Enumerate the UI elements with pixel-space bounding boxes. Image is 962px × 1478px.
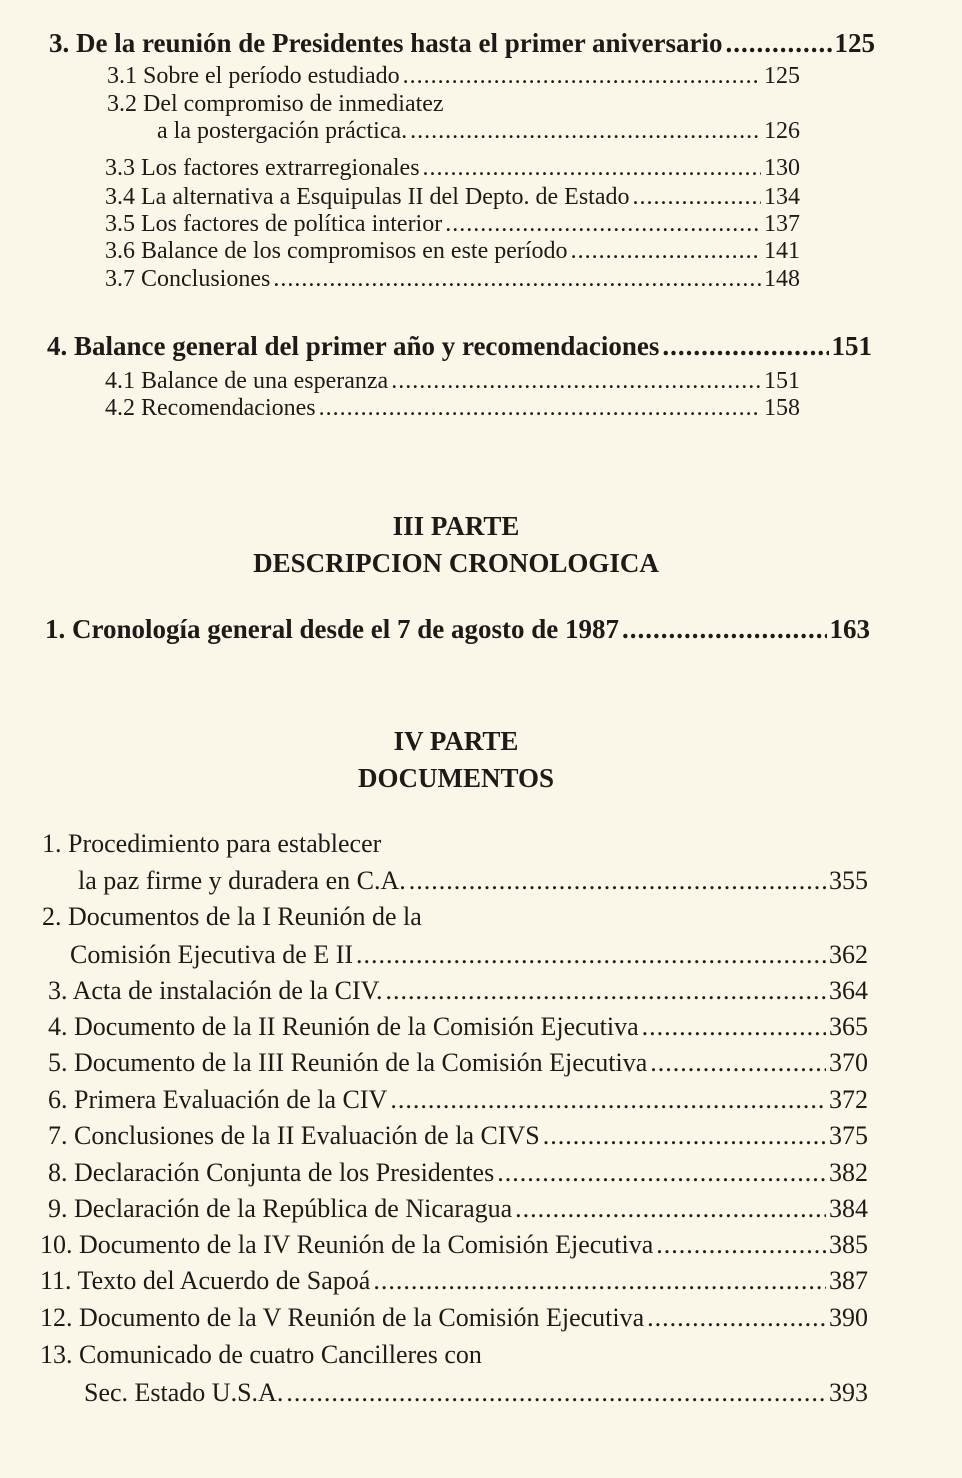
dot-leader <box>423 155 761 182</box>
toc-subentry: 3.3 Los factores extrarregionales ..... 130 <box>105 155 800 182</box>
toc-subentry: 3.1 Sobre el período estudiado ..... 125 <box>107 63 800 90</box>
dot-leader <box>445 211 761 238</box>
dot-leader <box>515 1194 826 1224</box>
dot-leader <box>662 331 828 362</box>
toc-document-entry: Sec. Estado U.S.A. ..... 393 <box>84 1378 868 1408</box>
toc-subentry: 3.4 La alternativa a Esquipulas II del Depto. de Estado ..... 134 <box>105 184 800 211</box>
dot-leader <box>286 1378 826 1408</box>
toc-document-entry: 11. Texto del Acuerdo de Sapoá ..... 387 <box>40 1266 868 1296</box>
dot-leader <box>403 63 761 90</box>
toc-document-entry: 5. Documento de la III Reunión de la Comisión Ejecutiva ..... 370 <box>48 1048 868 1078</box>
dot-leader <box>410 118 761 145</box>
toc-subentry: a la postergación práctica. ..... 126 <box>157 118 800 145</box>
toc-subentry: 3.5 Los factores de política interior ..... 137 <box>105 211 800 238</box>
toc-subentry: 4.2 Recomendaciones ..... 158 <box>105 395 800 422</box>
toc-page-number: 125 <box>834 28 875 58</box>
toc-document-entry: la paz firme y duradera en C.A. ..... 355 <box>78 866 868 896</box>
toc-entry-title: 1. Cronología general desde el 7 de agosto de 1987 <box>45 614 619 644</box>
dot-leader <box>319 395 761 422</box>
dot-leader <box>647 1303 826 1333</box>
toc-subentry: 3.2 Del compromiso de inmediatez <box>107 91 444 117</box>
toc-document-entry: 3. Acta de instalación de la CIV. ..... 364 <box>48 976 868 1006</box>
toc-document-entry: 1. Procedimiento para establecer <box>42 829 382 858</box>
toc-document-entry: 2. Documentos de la I Reunión de la <box>42 902 422 931</box>
dot-leader <box>356 940 826 970</box>
dot-leader <box>273 266 761 293</box>
toc-entry-section-4 <box>47 331 872 362</box>
dot-leader <box>386 976 826 1006</box>
toc-document-entry: Comisión Ejecutiva de E II ..... 362 <box>70 940 868 970</box>
toc-page-number: 151 <box>831 331 872 361</box>
toc-entry-section-3 <box>49 28 875 59</box>
toc-document-entry: 4. Documento de la II Reunión de la Comisión Ejecutiva ..... 365 <box>48 1012 868 1042</box>
part-subheading: DESCRIPCION CRONOLOGICA <box>253 548 659 578</box>
dot-leader <box>390 1085 826 1115</box>
dot-leader <box>650 1048 826 1078</box>
dot-leader <box>497 1158 826 1188</box>
toc-document-entry: 9. Declaración de la República de Nicaragua ..... 384 <box>48 1194 868 1224</box>
toc-document-entry: 7. Conclusiones de la II Evaluación de la CIVS ..... 375 <box>48 1121 868 1151</box>
dot-leader <box>656 1230 826 1260</box>
dot-leader <box>633 184 762 211</box>
dot-leader <box>622 614 827 645</box>
toc-document-entry: 10. Documento de la IV Reunión de la Comisión Ejecutiva ..... 385 <box>40 1230 868 1260</box>
dot-leader <box>642 1012 826 1042</box>
toc-subentry: 3.6 Balance de los compromisos en este período ..... 141 <box>105 238 800 265</box>
part-subheading: DOCUMENTOS <box>357 763 555 793</box>
toc-document-entry: 12. Documento de la V Reunión de la Comisión Ejecutiva ..... 390 <box>40 1303 868 1333</box>
dot-leader <box>571 238 761 265</box>
toc-document-entry: 6. Primera Evaluación de la CIV ..... 372 <box>48 1085 868 1115</box>
part-heading: IV PARTE <box>393 726 519 756</box>
dot-leader <box>391 368 761 395</box>
toc-subentry: 3.7 Conclusiones ..... 148 <box>105 266 800 293</box>
dot-leader <box>725 28 831 59</box>
dot-leader <box>373 1266 826 1296</box>
dot-leader <box>543 1121 826 1151</box>
dot-leader <box>409 866 826 896</box>
toc-entry-title: 4. Balance general del primer año y recomendaciones <box>47 331 660 361</box>
toc-document-entry: 13. Comunicado de cuatro Cancilleres con <box>40 1340 482 1369</box>
toc-entry-chronology <box>45 614 870 645</box>
toc-entry-title: 3. De la reunión de Presidentes hasta el primer aniversario <box>49 28 723 58</box>
toc-document-entry: 8. Declaración Conjunta de los Presidentes ..... 382 <box>48 1158 868 1188</box>
toc-page-number: 163 <box>829 614 870 644</box>
part-heading: III PARTE <box>392 511 520 541</box>
toc-subentry: 4.1 Balance de una esperanza ..... 151 <box>105 368 800 395</box>
